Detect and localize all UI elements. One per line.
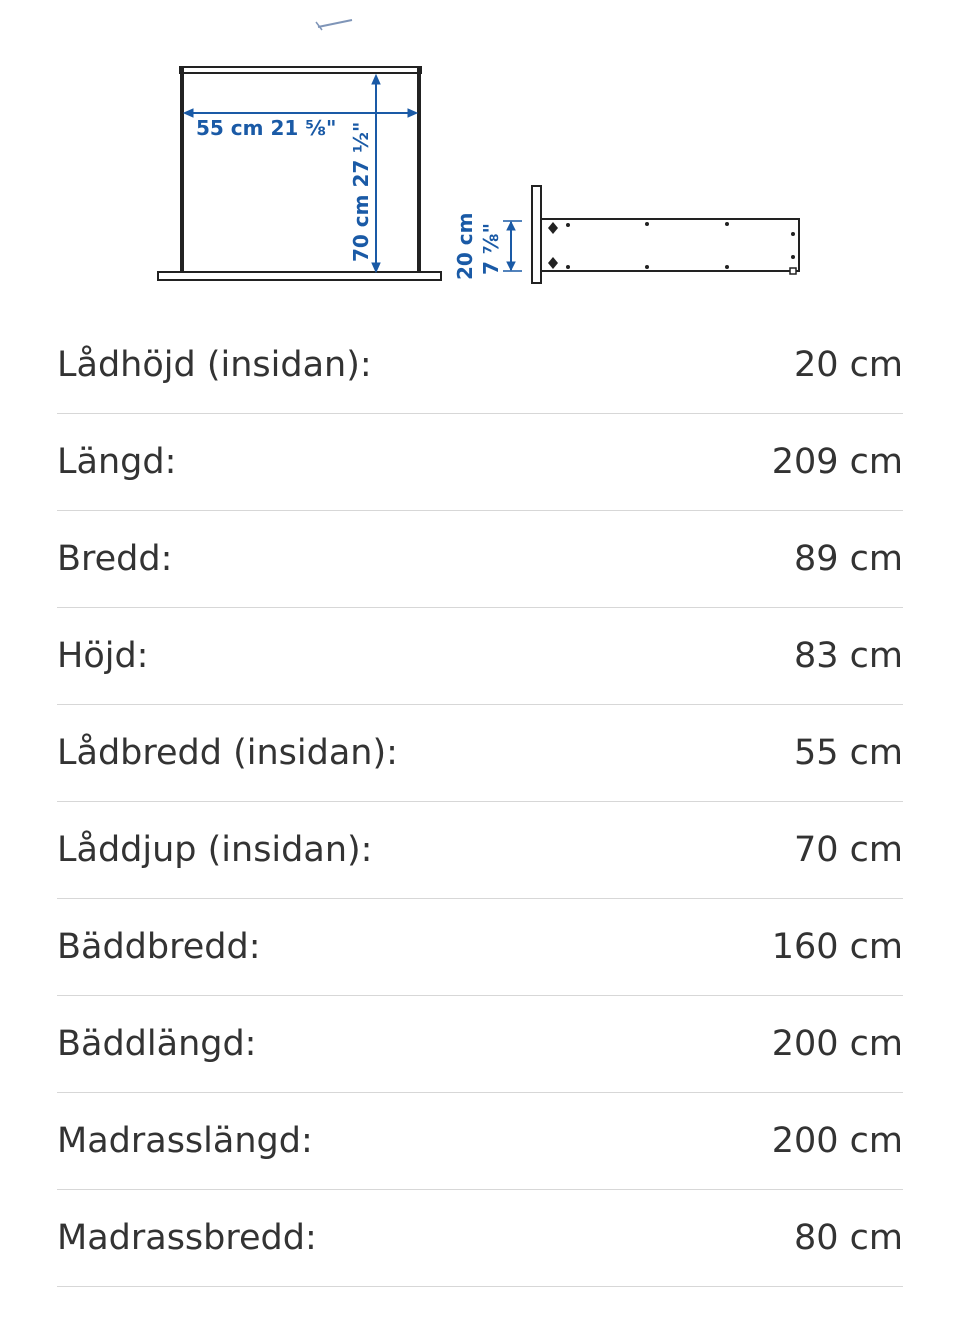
drawer-height-dimension: [503, 221, 522, 271]
spec-label: Bäddbredd:: [57, 926, 261, 967]
drawer-height-label-cm: 20 cm: [453, 212, 477, 280]
spec-value: 89 cm: [794, 538, 903, 579]
spec-row: [57, 414, 903, 511]
spec-label: Madrasslängd:: [57, 1120, 313, 1161]
spec-row: [57, 1093, 903, 1190]
drawer-width-label: 55 cm 21 ⅝": [196, 116, 337, 140]
spec-value: 200 cm: [771, 1023, 903, 1064]
spec-row: [57, 317, 903, 414]
spec-value: 83 cm: [794, 635, 903, 676]
spec-value: 20 cm: [794, 344, 903, 385]
drawer-depth-label: 70 cm 27 ½": [349, 121, 373, 262]
corner-mark: [318, 20, 352, 27]
spec-label: Madrassbredd:: [57, 1217, 317, 1258]
spec-label: Bredd:: [57, 538, 173, 579]
spec-value: 80 cm: [794, 1217, 903, 1258]
spec-row: [57, 899, 903, 996]
spec-row: [57, 996, 903, 1093]
drawer-side-view: [532, 186, 799, 283]
drawer-top-view: [158, 67, 441, 280]
spec-label: Längd:: [57, 441, 177, 482]
drawer-dimension-diagram: [0, 0, 960, 310]
spec-label: Bäddlängd:: [57, 1023, 257, 1064]
spec-row: [57, 705, 903, 802]
spec-label: Lådbredd (insidan):: [57, 732, 398, 773]
spec-row: [57, 802, 903, 899]
spec-value: 70 cm: [794, 829, 903, 870]
spec-list: [57, 317, 903, 1287]
spec-value: 160 cm: [771, 926, 903, 967]
drawer-depth-dimension: [372, 75, 380, 272]
spec-row: [57, 511, 903, 608]
spec-label: Lådhöjd (insidan):: [57, 344, 372, 385]
spec-row: [57, 1190, 903, 1287]
spec-value: 209 cm: [771, 441, 903, 482]
spec-value: 200 cm: [771, 1120, 903, 1161]
spec-label: Låddjup (insidan):: [57, 829, 373, 870]
drawer-height-label-in: 7 ⅞": [479, 222, 503, 275]
spec-value: 55 cm: [794, 732, 903, 773]
spec-row: [57, 608, 903, 705]
spec-label: Höjd:: [57, 635, 149, 676]
